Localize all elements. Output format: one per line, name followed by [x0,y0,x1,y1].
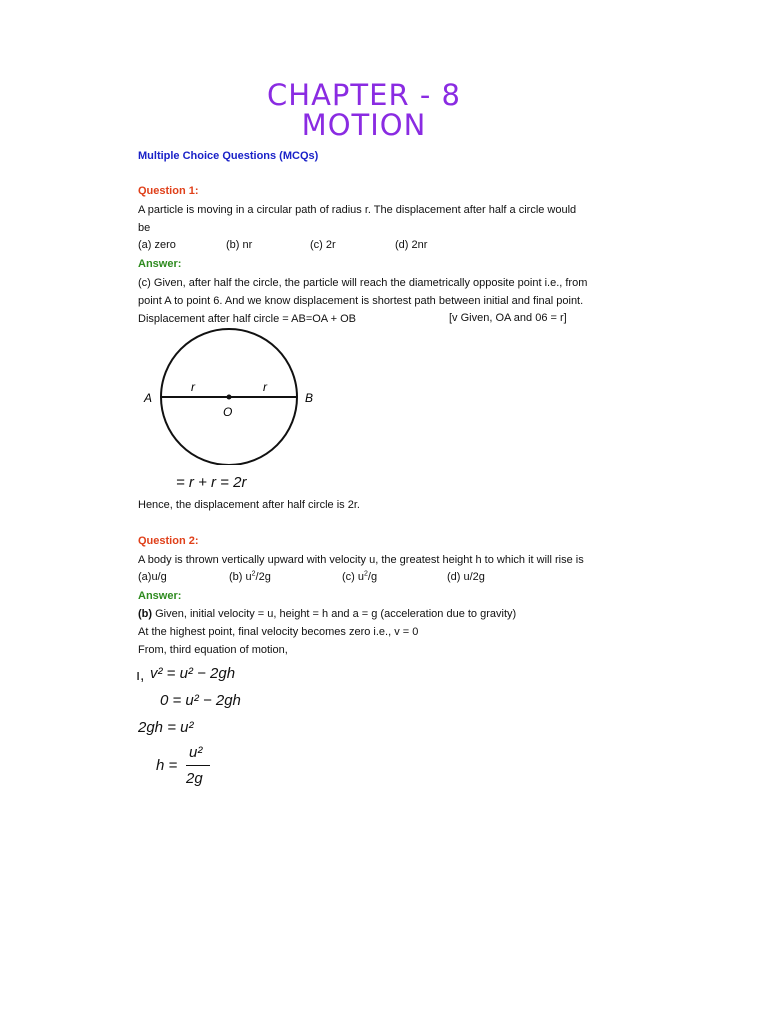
q1-answer-line3a: Displacement after half circle = AB=OA + OB [138,313,356,325]
point-o-label: O [223,405,233,419]
q1-text-line2: be [138,222,151,234]
point-b-label: B [305,391,314,405]
q2-text-line1: A body is thrown vertically upward with velocity u, the greatest height h to which it will rise is [138,554,584,566]
q2-answer-label: Answer: [138,590,182,602]
q1-option-b: (b) nr [226,239,253,251]
radius-label-left: r [191,380,195,394]
q1-option-a: (a) zero [138,239,176,251]
q1-answer-line2: point A to point 6. And we know displacement is shortest path between initial and final point. [138,295,584,307]
q2-answer-line2: At the highest point, final velocity becomes zero i.e., v = 0 [138,626,419,638]
equation-1-prefix: ı, [136,667,145,684]
q1-label: Question 1: [138,185,199,197]
q2-label: Question 2: [138,535,199,547]
q1-text-line1: A particle is moving in a circular path of radius r. The displacement after half a circle would [138,204,577,216]
q2-option-d: (d) u/2g [447,571,485,583]
q2-option-c: (c) $u^2/g$ [342,570,378,583]
chapter-title: CHAPTER - 8 [267,78,461,112]
q1-option-d: (d) 2nr [395,239,428,251]
q1-answer-line1: (c) Given, after half the circle, the particle will reach the diametrically opposite point i.e., from [138,277,588,289]
figure-equation: = r + r = 2r [176,474,247,491]
q1-answer-label: Answer: [138,258,182,270]
q2-option-a: (a)u/g [138,571,167,583]
center-point [227,395,232,400]
equation-4-denominator: 2g [186,770,203,787]
q1-conclusion: Hence, the displacement after half circle is 2r. [138,499,360,511]
q1-answer-line3b: [v Given, OA and 06 = r] [449,312,567,324]
equation-3: 2gh = u² [138,719,194,736]
q1-option-c: (c) 2r [310,239,336,251]
point-a-label: A [144,391,153,405]
equation-4-lhs: h = [156,757,178,774]
radius-label-right: r [263,380,267,394]
fraction-bar [186,765,210,766]
chapter-subtitle: MOTION [301,108,427,142]
equation-4-numerator: u² [189,744,203,761]
section-label: Multiple Choice Questions (MCQs) [138,150,319,162]
q2-answer-line1: (b) Given, initial velocity = u, height = h and a = g (acceleration due to gravity) [138,608,517,620]
equation-1: v² = u² − 2gh [150,665,236,682]
circle-diagram [135,325,335,465]
equation-2: 0 = u² − 2gh [160,692,241,709]
q2-answer-line3: From, third equation of motion, [138,644,288,656]
q2-option-b: (b) $u^2/2g$ [229,570,271,583]
